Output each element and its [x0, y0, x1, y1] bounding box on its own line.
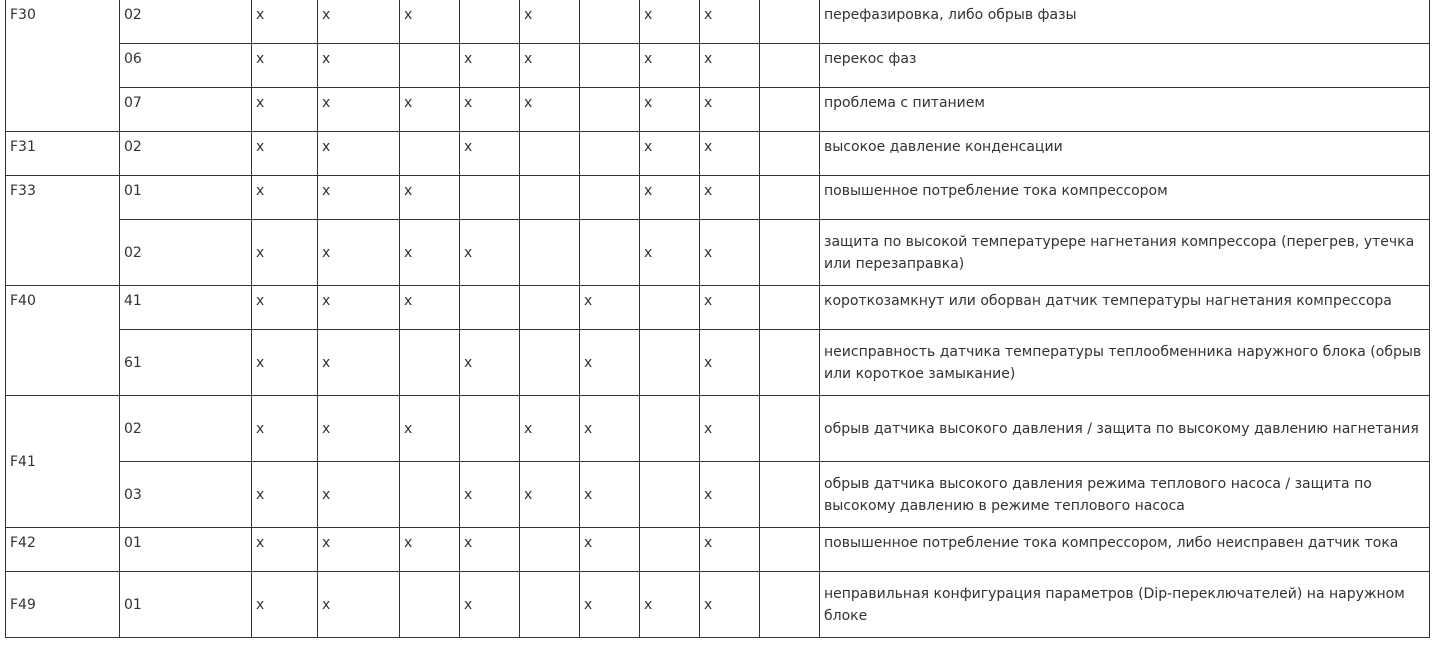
- mark-cell: [580, 0, 640, 44]
- mark-cell: [640, 396, 700, 462]
- mark-cell: [520, 132, 580, 176]
- table-row: [6, 286, 1430, 330]
- mark-cell: x: [460, 330, 520, 396]
- mark-cell: x: [252, 462, 318, 528]
- mark-cell: x: [520, 44, 580, 88]
- table-row: [6, 528, 1430, 572]
- mark-cell: x: [400, 528, 460, 572]
- mark-cell: [580, 220, 640, 286]
- error-code-cell: F30: [6, 0, 120, 132]
- subcode-cell: 61: [120, 330, 252, 396]
- mark-cell: x: [700, 132, 760, 176]
- mark-cell: [520, 528, 580, 572]
- mark-cell: x: [252, 88, 318, 132]
- mark-cell: x: [700, 44, 760, 88]
- mark-cell: [760, 132, 820, 176]
- mark-cell: [460, 396, 520, 462]
- mark-cell: x: [318, 176, 400, 220]
- mark-cell: x: [700, 0, 760, 44]
- mark-cell: [460, 176, 520, 220]
- mark-cell: x: [252, 176, 318, 220]
- mark-cell: x: [252, 286, 318, 330]
- mark-cell: x: [640, 220, 700, 286]
- mark-cell: [640, 528, 700, 572]
- mark-cell: x: [520, 0, 580, 44]
- mark-cell: x: [400, 220, 460, 286]
- error-codes-table: [5, 0, 1430, 638]
- description-cell: повышенное потребление тока компрессором, либо неисправен датчик тока: [820, 528, 1430, 572]
- mark-cell: [400, 132, 460, 176]
- mark-cell: [580, 44, 640, 88]
- mark-cell: [760, 176, 820, 220]
- mark-cell: x: [580, 286, 640, 330]
- subcode-cell: 41: [120, 286, 252, 330]
- mark-cell: [520, 572, 580, 638]
- mark-cell: x: [460, 88, 520, 132]
- mark-cell: x: [460, 132, 520, 176]
- mark-cell: x: [400, 396, 460, 462]
- description-cell: высокое давление конденсации: [820, 132, 1430, 176]
- mark-cell: [760, 286, 820, 330]
- error-code-cell: F42: [6, 528, 120, 572]
- mark-cell: [580, 88, 640, 132]
- mark-cell: x: [318, 44, 400, 88]
- mark-cell: x: [460, 44, 520, 88]
- subcode-cell: 07: [120, 88, 252, 132]
- mark-cell: x: [252, 528, 318, 572]
- mark-cell: x: [640, 572, 700, 638]
- mark-cell: x: [318, 330, 400, 396]
- mark-cell: [520, 176, 580, 220]
- mark-cell: x: [580, 330, 640, 396]
- mark-cell: x: [580, 462, 640, 528]
- mark-cell: x: [640, 44, 700, 88]
- subcode-cell: 02: [120, 220, 252, 286]
- description-cell: перекос фаз: [820, 44, 1430, 88]
- mark-cell: x: [318, 132, 400, 176]
- mark-cell: x: [318, 572, 400, 638]
- mark-cell: x: [460, 462, 520, 528]
- subcode-cell: 02: [120, 132, 252, 176]
- mark-cell: x: [700, 330, 760, 396]
- mark-cell: [580, 132, 640, 176]
- mark-cell: x: [700, 572, 760, 638]
- mark-cell: x: [318, 396, 400, 462]
- mark-cell: x: [252, 132, 318, 176]
- mark-cell: x: [700, 396, 760, 462]
- mark-cell: x: [252, 220, 318, 286]
- description-cell: повышенное потребление тока компрессором: [820, 176, 1430, 220]
- table-row: [6, 0, 1430, 44]
- mark-cell: x: [318, 88, 400, 132]
- mark-cell: [460, 0, 520, 44]
- mark-cell: x: [400, 176, 460, 220]
- mark-cell: x: [252, 330, 318, 396]
- mark-cell: x: [252, 0, 318, 44]
- mark-cell: [520, 220, 580, 286]
- description-cell: защита по высокой температурере нагнетания компрессора (перегрев, утечка или перезаправка): [820, 220, 1430, 286]
- mark-cell: [400, 572, 460, 638]
- mark-cell: [760, 44, 820, 88]
- mark-cell: x: [252, 44, 318, 88]
- subcode-cell: 03: [120, 462, 252, 528]
- error-code-cell: F49: [6, 572, 120, 638]
- mark-cell: x: [318, 220, 400, 286]
- mark-cell: x: [318, 528, 400, 572]
- mark-cell: [580, 176, 640, 220]
- table-row: [6, 572, 1430, 638]
- mark-cell: x: [700, 528, 760, 572]
- table-row: [6, 330, 1430, 396]
- mark-cell: [520, 286, 580, 330]
- mark-cell: [460, 286, 520, 330]
- mark-cell: x: [700, 462, 760, 528]
- mark-cell: x: [460, 572, 520, 638]
- mark-cell: x: [400, 88, 460, 132]
- subcode-cell: 06: [120, 44, 252, 88]
- mark-cell: x: [318, 286, 400, 330]
- mark-cell: x: [252, 572, 318, 638]
- table-row: [6, 132, 1430, 176]
- mark-cell: [640, 462, 700, 528]
- mark-cell: x: [520, 396, 580, 462]
- mark-cell: x: [318, 0, 400, 44]
- mark-cell: [760, 462, 820, 528]
- description-cell: неправильная конфигурация параметров (Dip-переключателей) на наружном блоке: [820, 572, 1430, 638]
- table-row: [6, 176, 1430, 220]
- description-cell: проблема с питанием: [820, 88, 1430, 132]
- mark-cell: x: [520, 88, 580, 132]
- mark-cell: x: [318, 462, 400, 528]
- mark-cell: [760, 220, 820, 286]
- mark-cell: x: [580, 396, 640, 462]
- subcode-cell: 01: [120, 528, 252, 572]
- mark-cell: x: [460, 220, 520, 286]
- mark-cell: x: [640, 132, 700, 176]
- mark-cell: [760, 396, 820, 462]
- mark-cell: [520, 330, 580, 396]
- subcode-cell: 01: [120, 176, 252, 220]
- mark-cell: [760, 572, 820, 638]
- mark-cell: x: [400, 0, 460, 44]
- mark-cell: [640, 286, 700, 330]
- mark-cell: x: [580, 528, 640, 572]
- table-row: [6, 88, 1430, 132]
- mark-cell: x: [520, 462, 580, 528]
- mark-cell: x: [700, 88, 760, 132]
- mark-cell: [640, 330, 700, 396]
- mark-cell: x: [700, 286, 760, 330]
- mark-cell: [400, 462, 460, 528]
- mark-cell: x: [640, 0, 700, 44]
- mark-cell: [400, 44, 460, 88]
- mark-cell: [760, 330, 820, 396]
- subcode-cell: 02: [120, 0, 252, 44]
- table-row: [6, 220, 1430, 286]
- table-row: [6, 462, 1430, 528]
- mark-cell: [760, 88, 820, 132]
- mark-cell: [400, 330, 460, 396]
- description-cell: обрыв датчика высокого давления / защита по высокому давлению нагнетания: [820, 396, 1430, 462]
- mark-cell: x: [400, 286, 460, 330]
- description-cell: обрыв датчика высокого давления режима теплового насоса / защита по высокому давлению в режиме теплового насоса: [820, 462, 1430, 528]
- subcode-cell: 01: [120, 572, 252, 638]
- mark-cell: x: [580, 572, 640, 638]
- mark-cell: x: [252, 396, 318, 462]
- mark-cell: x: [460, 528, 520, 572]
- subcode-cell: 02: [120, 396, 252, 462]
- mark-cell: x: [640, 88, 700, 132]
- error-code-cell: F33: [6, 176, 120, 286]
- mark-cell: [760, 528, 820, 572]
- description-cell: неисправность датчика температуры теплообменника наружного блока (обрыв или короткое замыкание): [820, 330, 1430, 396]
- mark-cell: [760, 0, 820, 44]
- error-code-cell: F31: [6, 132, 120, 176]
- table-row: [6, 396, 1430, 462]
- table-row: [6, 44, 1430, 88]
- error-code-cell: F40: [6, 286, 120, 396]
- error-code-cell: F41: [6, 396, 120, 528]
- description-cell: перефазировка, либо обрыв фазы: [820, 0, 1430, 44]
- mark-cell: x: [700, 176, 760, 220]
- mark-cell: x: [700, 220, 760, 286]
- description-cell: короткозамкнут или оборван датчик температуры нагнетания компрессора: [820, 286, 1430, 330]
- mark-cell: x: [640, 176, 700, 220]
